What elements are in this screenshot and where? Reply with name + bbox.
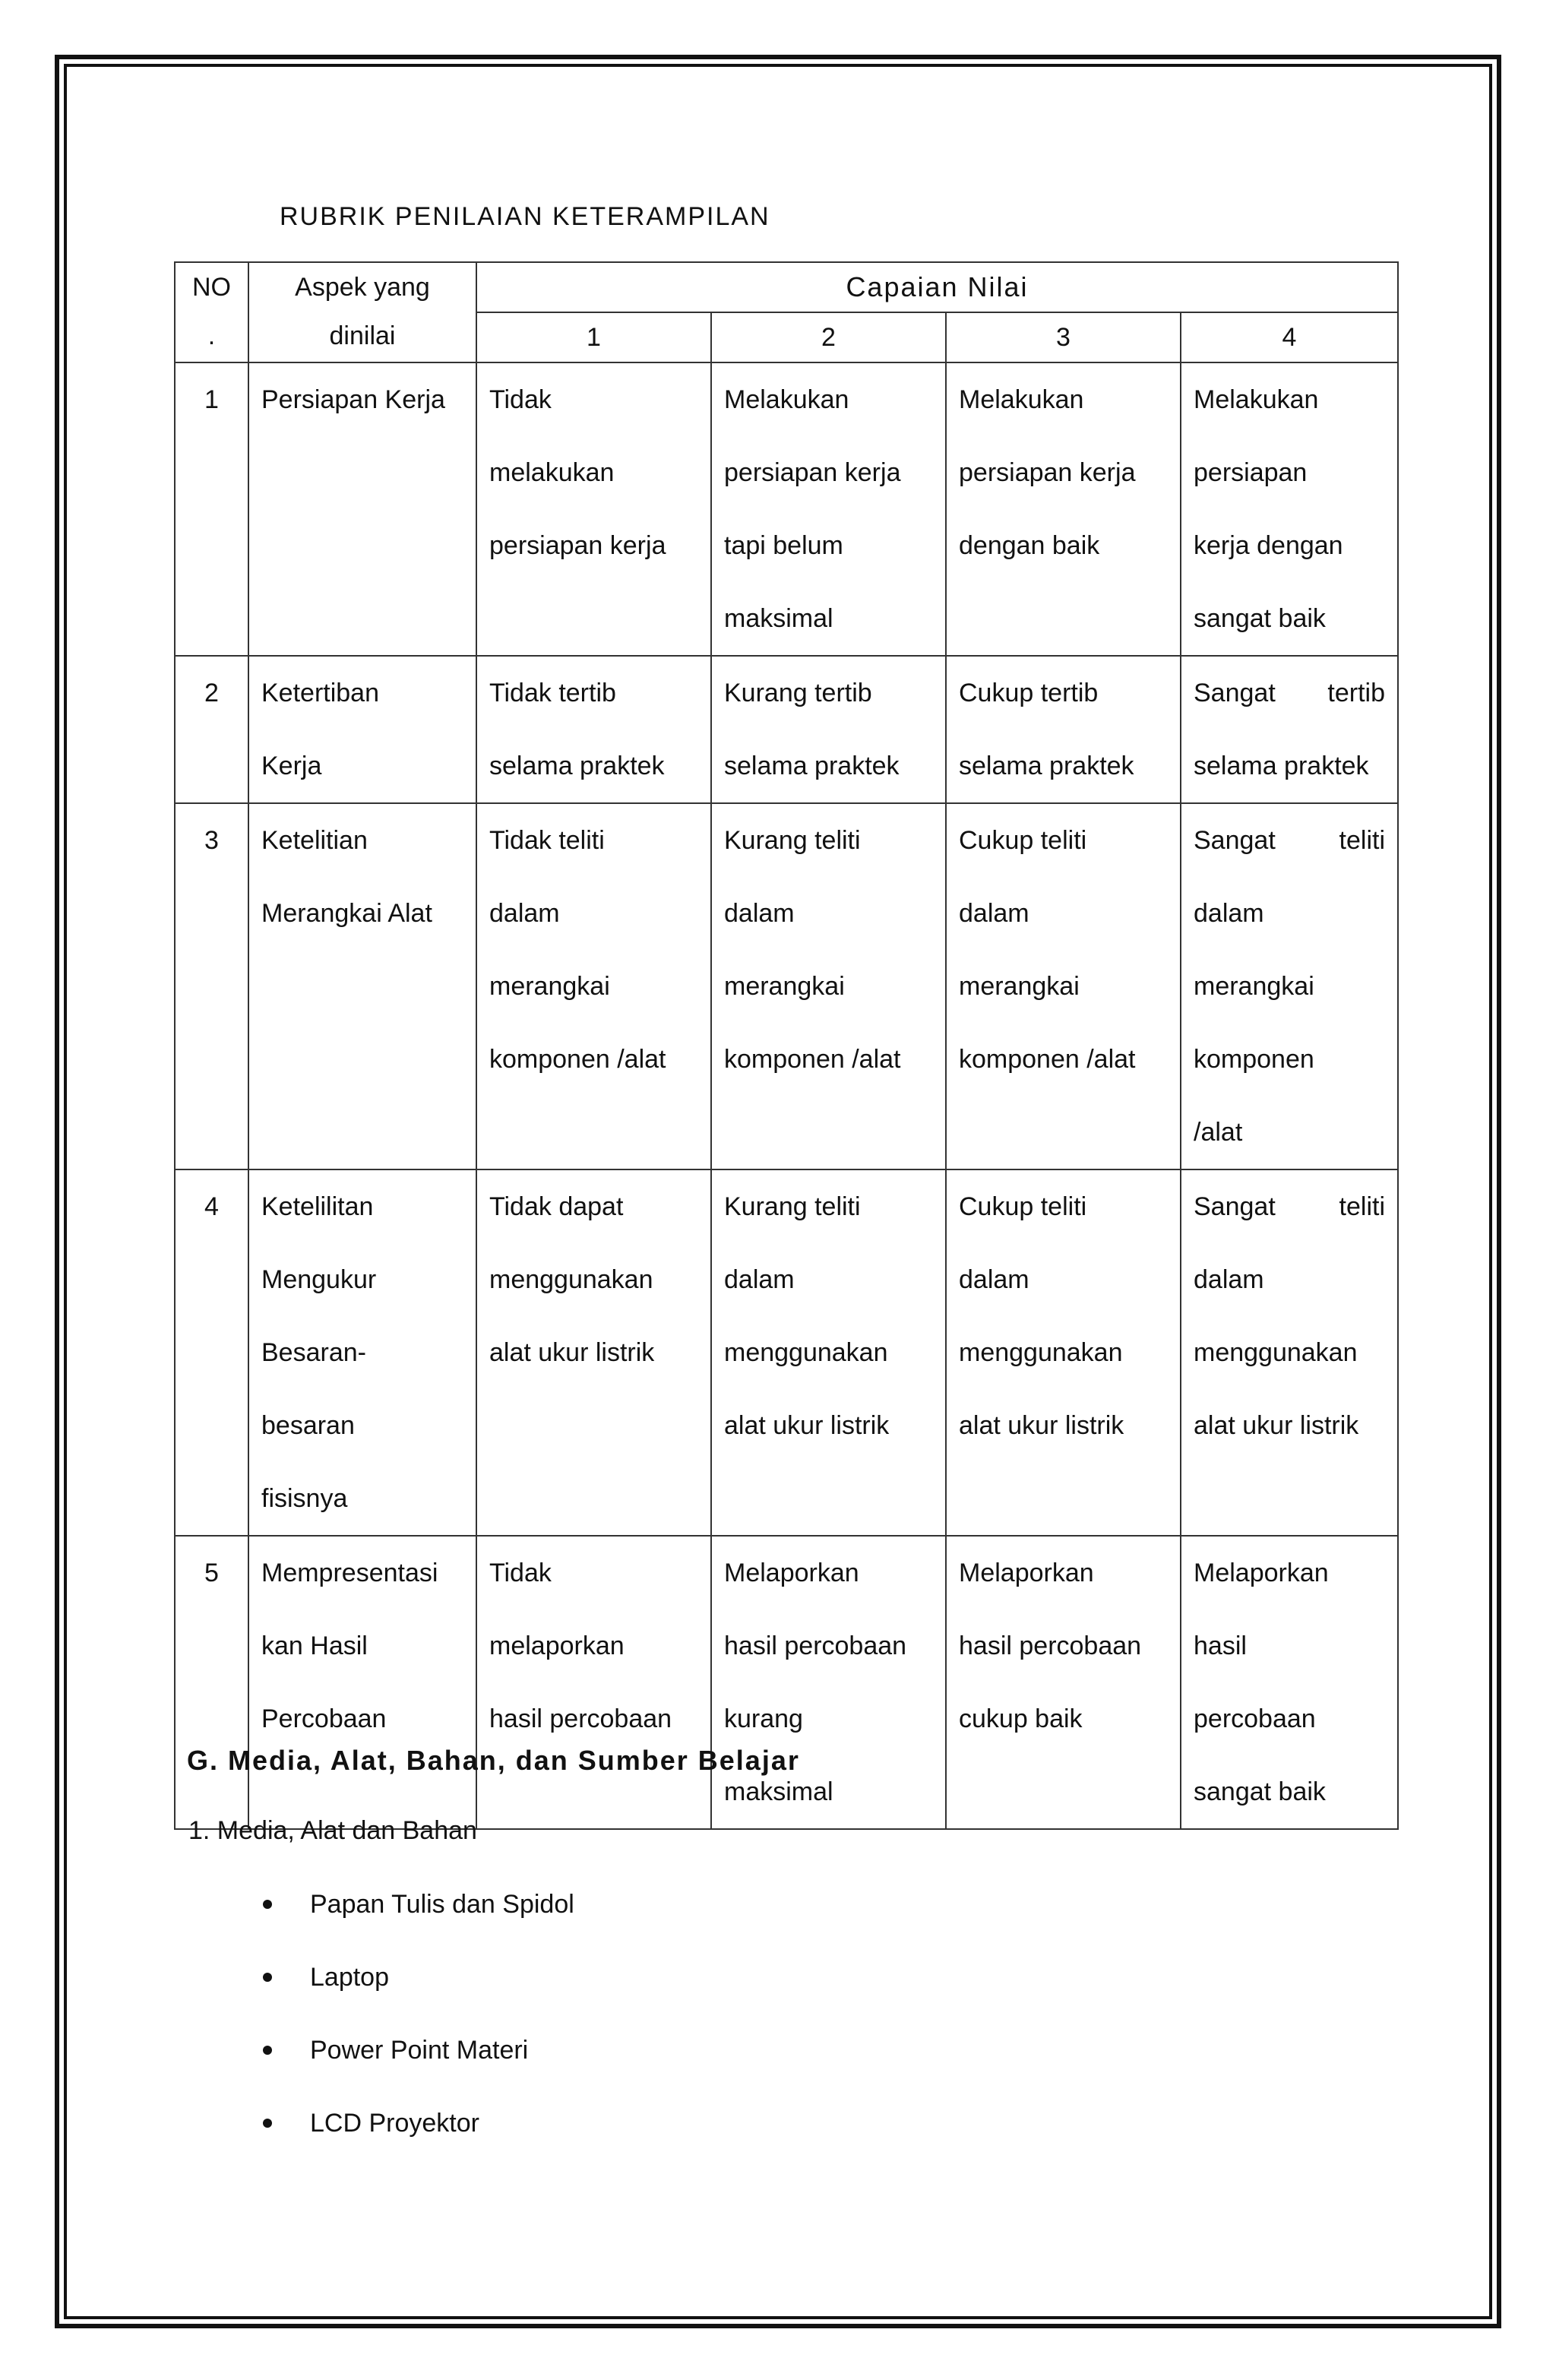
score-cell-level-2 [711, 656, 946, 803]
cell-line: selama praktek [959, 752, 1134, 780]
cell-line: Tidak dapat [489, 1192, 624, 1221]
aspect-line: kan Hasil [261, 1632, 368, 1660]
table-row [175, 362, 1398, 656]
cell-line: selama praktek [1194, 752, 1369, 780]
score-cell-level-1 [476, 1169, 711, 1536]
row-number: 5 [175, 1536, 248, 1829]
cell-line: persiapan kerja [724, 458, 901, 487]
cell-line: merangkai [489, 972, 610, 1001]
header-level-3: 3 [946, 312, 1181, 362]
score-cell-level-1 [476, 656, 711, 803]
cell-line: alat ukur listrik [724, 1411, 890, 1440]
cell-line: maksimal [724, 604, 833, 633]
cell-line: Sangat tertib [1194, 679, 1385, 707]
cell-line: Kurang teliti [724, 1192, 861, 1221]
bullet-icon [263, 1900, 272, 1909]
cell-line: Melakukan [1194, 385, 1319, 414]
cell-line: maksimal [724, 1777, 833, 1806]
cell-line: dalam [1194, 899, 1264, 928]
cell-line: hasil percobaan [959, 1632, 1142, 1660]
score-cell-level-1 [476, 1536, 711, 1829]
aspect-line: Percobaan [261, 1704, 387, 1733]
cell-line: komponen /alat [489, 1045, 666, 1074]
cell-line: melaporkan [489, 1632, 625, 1660]
score-cell-level-1 [476, 362, 711, 656]
aspect-line: fisisnya [261, 1484, 348, 1513]
aspect-line: Kerja [261, 752, 322, 780]
cell-line: komponen /alat [724, 1045, 901, 1074]
rubric-table-body [175, 362, 1398, 1829]
list-item [263, 1889, 574, 1962]
list-item-label: LCD Proyektor [310, 2109, 479, 2138]
list-item [263, 2035, 574, 2108]
aspect-cell [248, 803, 476, 1169]
aspect-cell [248, 656, 476, 803]
cell-line: menggunakan [959, 1338, 1123, 1367]
cell-line: Cukup tertib [959, 679, 1099, 707]
score-cell-level-1 [476, 803, 711, 1169]
cell-line: Tidak teliti [489, 826, 605, 855]
cell-line: dalam [724, 1265, 795, 1294]
cell-line: alat ukur listrik [959, 1411, 1124, 1440]
header-no [175, 262, 248, 362]
list-item [263, 2108, 574, 2181]
score-cell-level-2 [711, 1169, 946, 1536]
cell-line: merangkai [1194, 972, 1314, 1001]
cell-line: Melaporkan [724, 1559, 859, 1587]
aspect-line: Mengukur [261, 1265, 377, 1294]
section-subheading: 1. Media, Alat dan Bahan [188, 1816, 477, 1845]
row-number: 4 [175, 1169, 248, 1536]
cell-line: Tidak [489, 1559, 552, 1587]
score-cell-level-4 [1181, 656, 1398, 803]
cell-line: komponen [1194, 1045, 1314, 1074]
header-level-1: 1 [476, 312, 711, 362]
list-item-label: Papan Tulis dan Spidol [310, 1890, 574, 1919]
cell-line: /alat [1194, 1118, 1243, 1147]
row-number: 1 [175, 362, 248, 656]
aspect-line: Persiapan Kerja [261, 385, 445, 414]
cell-line: dengan baik [959, 531, 1100, 560]
score-cell-level-2 [711, 1536, 946, 1829]
cell-line: Kurang tertib [724, 679, 872, 707]
rubric-title: RUBRIK PENILAIAN KETERAMPILAN [280, 202, 770, 231]
cell-line: dalam [1194, 1265, 1264, 1294]
cell-line: kerja dengan [1194, 531, 1343, 560]
bullet-icon [263, 2119, 272, 2128]
score-cell-level-3 [946, 362, 1181, 656]
cell-line: alat ukur listrik [1194, 1411, 1359, 1440]
cell-line: alat ukur listrik [489, 1338, 655, 1367]
cell-line: Melaporkan [1194, 1559, 1329, 1587]
aspect-line: Ketertiban [261, 679, 379, 707]
cell-line: kurang [724, 1704, 803, 1733]
cell-line: Melakukan [959, 385, 1084, 414]
cell-line: persiapan [1194, 458, 1308, 487]
cell-line: Melaporkan [959, 1559, 1094, 1587]
cell-line: selama praktek [489, 752, 665, 780]
score-cell-level-2 [711, 803, 946, 1169]
cell-line: komponen /alat [959, 1045, 1136, 1074]
media-bullet-list [263, 1889, 574, 2181]
score-cell-level-3 [946, 656, 1181, 803]
score-cell-level-3 [946, 803, 1181, 1169]
header-level-4: 4 [1181, 312, 1398, 362]
cell-line: dalam [724, 899, 795, 928]
header-capaian-nilai: Capaian Nilai [476, 262, 1398, 312]
rubric-table [174, 261, 1399, 1830]
cell-line: selama praktek [724, 752, 900, 780]
header-level-2: 2 [711, 312, 946, 362]
table-row [175, 1536, 1398, 1829]
header-aspek [248, 262, 476, 362]
section-heading: G. Media, Alat, Bahan, dan Sumber Belajar [187, 1745, 800, 1776]
cell-line: cukup baik [959, 1704, 1083, 1733]
cell-line: hasil percobaan [489, 1704, 672, 1733]
cell-line: menggunakan [724, 1338, 888, 1367]
row-number: 2 [175, 656, 248, 803]
header-aspek-line2: dinilai [329, 321, 396, 350]
score-cell-level-4 [1181, 1536, 1398, 1829]
aspect-cell [248, 1169, 476, 1536]
cell-line: dalam [959, 1265, 1029, 1294]
list-item-label: Laptop [310, 1963, 389, 1992]
aspect-line: Ketelilitan [261, 1192, 374, 1221]
cell-line: menggunakan [489, 1265, 653, 1294]
aspect-line: Mempresentasi [261, 1559, 438, 1587]
aspect-line: Besaran- [261, 1338, 366, 1367]
header-no-line1: NO [192, 273, 231, 302]
score-cell-level-4 [1181, 803, 1398, 1169]
cell-line: persiapan kerja [959, 458, 1136, 487]
list-item-label: Power Point Materi [310, 2036, 529, 2065]
cell-line: Tidak [489, 385, 552, 414]
cell-line: merangkai [959, 972, 1080, 1001]
score-cell-level-2 [711, 362, 946, 656]
score-cell-level-3 [946, 1169, 1181, 1536]
cell-line: sangat baik [1194, 1777, 1326, 1806]
score-cell-level-3 [946, 1536, 1181, 1829]
header-aspek-line1: Aspek yang [295, 273, 430, 302]
aspect-line: besaran [261, 1411, 355, 1440]
rubric-table-header [175, 262, 1398, 362]
score-cell-level-4 [1181, 1169, 1398, 1536]
bullet-icon [263, 1973, 272, 1982]
cell-line: Sangat teliti [1194, 826, 1385, 855]
table-row [175, 803, 1398, 1169]
header-no-line2: . [207, 321, 216, 350]
aspect-cell [248, 362, 476, 656]
table-row [175, 656, 1398, 803]
cell-line: tapi belum [724, 531, 843, 560]
cell-line: hasil [1194, 1632, 1247, 1660]
row-number: 3 [175, 803, 248, 1169]
score-cell-level-4 [1181, 362, 1398, 656]
cell-line: Sangat teliti [1194, 1192, 1385, 1221]
cell-line: Cukup teliti [959, 826, 1087, 855]
cell-line: persiapan kerja [489, 531, 666, 560]
cell-line: menggunakan [1194, 1338, 1358, 1367]
cell-line: dalam [489, 899, 560, 928]
table-row [175, 1169, 1398, 1536]
aspect-cell [248, 1536, 476, 1829]
cell-line: Tidak tertib [489, 679, 616, 707]
cell-line: Melakukan [724, 385, 849, 414]
cell-line: melakukan [489, 458, 615, 487]
cell-line: hasil percobaan [724, 1632, 907, 1660]
aspect-line: Ketelitian [261, 826, 368, 855]
list-item [263, 1962, 574, 2035]
aspect-line: Merangkai Alat [261, 899, 432, 928]
bullet-icon [263, 2046, 272, 2055]
cell-line: sangat baik [1194, 604, 1326, 633]
cell-line: percobaan [1194, 1704, 1316, 1733]
cell-line: Kurang teliti [724, 826, 861, 855]
cell-line: merangkai [724, 972, 845, 1001]
cell-line: dalam [959, 899, 1029, 928]
cell-line: Cukup teliti [959, 1192, 1087, 1221]
